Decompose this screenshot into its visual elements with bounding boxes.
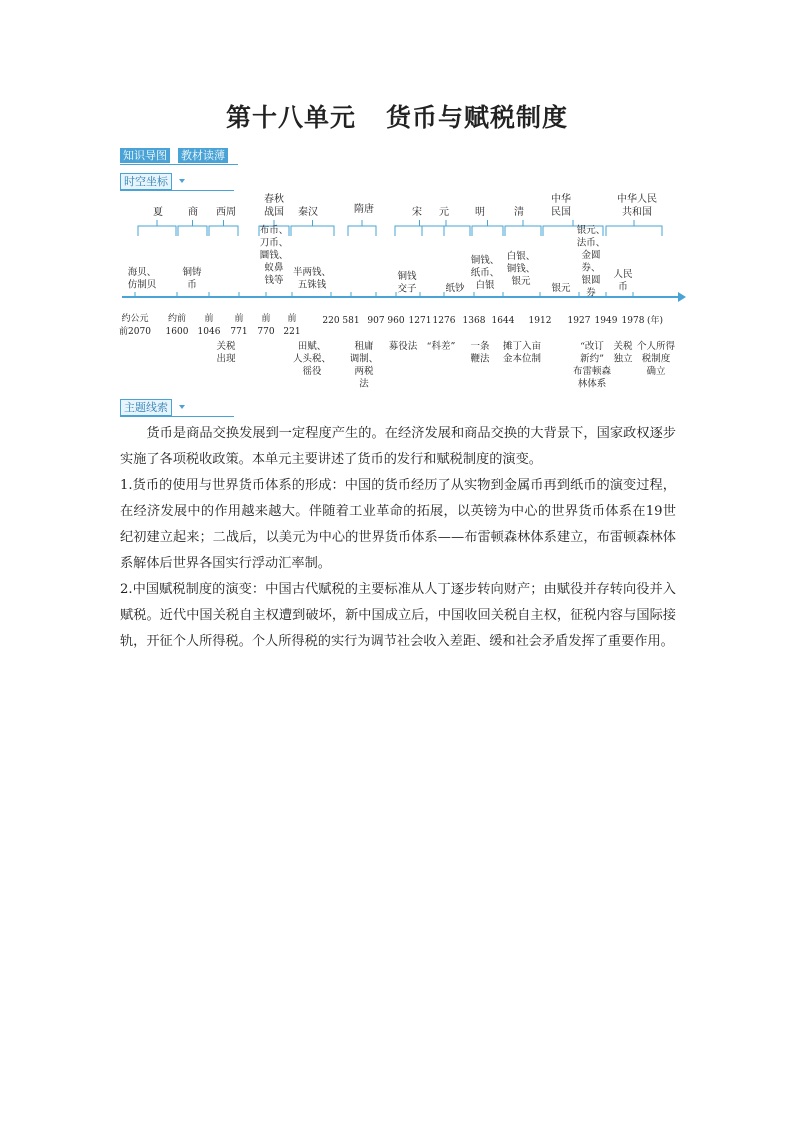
date-label-line: 581 xyxy=(342,316,360,326)
currency-label-line: 金圆 xyxy=(581,250,601,261)
dynasty-label-line: 中华 xyxy=(551,194,571,205)
date-label-line: 前 xyxy=(234,314,244,324)
date-label xyxy=(367,316,384,326)
date-label-line: 1046 xyxy=(197,327,221,337)
tax-policy-label-line: 确立 xyxy=(646,366,666,377)
period-bracket xyxy=(348,226,376,236)
tax-policy-label-line: 关税 xyxy=(613,341,633,352)
currency-label-line: 圜钱、 xyxy=(259,250,289,261)
tax-policy-label-line: 两税 xyxy=(354,366,374,377)
tax-policy-label xyxy=(389,340,418,352)
date-label-line: 1644 xyxy=(491,316,515,326)
tax-policy-label-line: 调制、 xyxy=(349,353,379,365)
currency-label-line: 布币、 xyxy=(259,225,289,236)
tax-policy-label xyxy=(573,340,612,390)
date-label xyxy=(198,312,221,337)
date-label-line: 1276 xyxy=(432,316,456,326)
timeline-diagram xyxy=(0,0,794,400)
currency-label xyxy=(471,254,500,291)
date-label-line: 约公元 xyxy=(121,314,149,324)
date-label xyxy=(647,314,663,326)
dynasty-label xyxy=(264,192,284,218)
date-label xyxy=(166,312,189,337)
currency-label-line: 仿制贝 xyxy=(127,279,157,291)
dynasty-label xyxy=(551,192,571,218)
title-unit: 第十八单元 xyxy=(225,103,356,132)
date-label-line: (年) xyxy=(646,316,664,326)
date-label-line: 1978 xyxy=(621,316,645,326)
currency-label-line: 半两钱、 xyxy=(292,267,332,278)
date-label-line: 1927 xyxy=(567,316,591,326)
theme-text xyxy=(120,421,676,655)
date-label-line: 1949 xyxy=(594,316,618,326)
tax-policy-label-line: 新约” xyxy=(580,353,604,365)
intro-paragraph: 货币是商品交换发展到一定程度产生的。在经济发展和商品交换的大背景下，国家政权逐步实施了各项税收政策。本单元主要讲述了货币的发行和赋税制度的演变。 xyxy=(120,426,676,467)
dynasty-label xyxy=(216,206,236,218)
tax-policy-label-line: 一条 xyxy=(470,341,490,352)
currency-label-line: 钱等 xyxy=(264,275,284,286)
date-label-line: 前 xyxy=(287,314,297,324)
tax-policy-label xyxy=(470,340,490,365)
currency-label xyxy=(507,250,536,287)
currency-label-line: 铜钱、 xyxy=(470,255,500,266)
date-label-line: 前 xyxy=(261,314,271,324)
date-label xyxy=(463,316,486,326)
date-label-line: 770 xyxy=(257,327,275,337)
period-bracket xyxy=(178,226,207,236)
currency-label-line: 五铢钱 xyxy=(297,279,327,291)
tag-spacetime: 时空坐标 xyxy=(120,173,172,190)
tax-policy-label-line: 鞭法 xyxy=(470,353,490,365)
dynasty-label xyxy=(475,206,485,218)
dynasty-label xyxy=(298,205,318,218)
dropdown-triangle-icon xyxy=(179,405,185,409)
dynasty-label-line: 民国 xyxy=(551,207,571,218)
dynasty-label xyxy=(188,205,198,218)
dynasty-label-line: 秦汉 xyxy=(298,207,318,218)
date-label xyxy=(595,316,618,326)
tax-policy-label-line: 出现 xyxy=(216,353,236,365)
date-label-line: 771 xyxy=(230,327,248,337)
currency-label xyxy=(260,224,289,286)
timeline-labels xyxy=(119,192,675,390)
tax-policy-label xyxy=(637,340,676,377)
currency-label-line: 币 xyxy=(187,279,197,291)
tax-policy-label-line: 租庸 xyxy=(354,341,374,352)
tax-policy-label xyxy=(503,340,542,365)
dynasty-label-line: 明 xyxy=(475,207,485,218)
date-label-line: 约前 xyxy=(167,314,187,324)
tax-policy-label-line: 法 xyxy=(359,378,369,390)
date-label xyxy=(230,312,247,337)
date-label xyxy=(257,312,274,337)
currency-label-line: 铜铸 xyxy=(182,267,202,278)
date-label xyxy=(387,316,404,326)
period-bracket xyxy=(138,226,176,236)
currency-label-line: 白银 xyxy=(475,280,495,291)
currency-label xyxy=(397,270,417,295)
currency-label-line: 人民 xyxy=(613,269,633,280)
dynasty-label xyxy=(514,205,524,218)
tax-policy-label-line: 金本位制 xyxy=(502,353,542,365)
dynasty-label-line: 隋唐 xyxy=(354,204,374,215)
currency-label-line: 铜钱、 xyxy=(506,263,536,275)
dynasty-label-line: 共和国 xyxy=(622,207,652,218)
tax-policy-label xyxy=(216,340,236,365)
currency-label-line: 币 xyxy=(618,281,628,293)
dynasty-label xyxy=(412,206,422,218)
date-label-line: 1271 xyxy=(408,316,432,326)
currency-label-line: 银元 xyxy=(551,283,571,294)
period-bracket xyxy=(472,226,503,236)
dynasty-label-line: 夏 xyxy=(153,207,163,218)
period-bracket xyxy=(209,226,238,236)
currency-label-line: 白银、 xyxy=(506,251,536,262)
date-label-line: 960 xyxy=(387,316,405,326)
dynasty-label xyxy=(153,206,163,218)
date-label-line: 907 xyxy=(367,316,385,326)
currency-label xyxy=(445,282,465,294)
currency-label-line: 银元 xyxy=(511,276,531,287)
currency-label xyxy=(128,266,157,291)
currency-label xyxy=(613,268,633,293)
date-label xyxy=(529,316,552,326)
tax-policy-label-line: 税制度 xyxy=(641,353,671,365)
dynasty-label-line: 宋 xyxy=(412,207,422,218)
tax-policy-label-line: 独立 xyxy=(613,353,633,365)
dynasty-label-line: 战国 xyxy=(264,207,284,218)
tax-policy-label-line: 募役法 xyxy=(388,341,418,352)
date-label xyxy=(492,316,515,326)
dynasty-label-line: 春秋 xyxy=(264,194,284,205)
date-label-line: 220 xyxy=(322,316,340,326)
period-bracket xyxy=(395,226,444,236)
dynasty-label-line: 西周 xyxy=(216,207,236,218)
dynasty-label xyxy=(354,202,374,215)
period-bracket xyxy=(505,226,541,236)
date-label-line: 前 xyxy=(204,314,214,324)
period-bracket xyxy=(606,226,662,236)
tag-textbook: 教材读薄 xyxy=(178,148,228,163)
tax-policy-label-line: 人头税、 xyxy=(292,353,332,365)
date-label xyxy=(568,316,591,326)
tax-policy-label-line: 关税 xyxy=(216,341,236,352)
tax-policy-label xyxy=(613,340,633,365)
tax-policy-label-line: “科差” xyxy=(426,341,456,352)
currency-label xyxy=(182,266,202,291)
dynasty-label xyxy=(439,206,449,218)
axis-arrow-icon xyxy=(678,292,686,302)
tax-policy-label-line: 徭役 xyxy=(302,366,322,377)
currency-label-line: 券 xyxy=(586,287,596,299)
date-label xyxy=(433,316,456,326)
tax-policy-label-line: 布雷顿森 xyxy=(572,366,612,377)
tax-policy-label xyxy=(427,340,456,352)
tax-policy-label-line: 田赋、 xyxy=(297,341,327,352)
currency-label xyxy=(577,224,606,299)
tax-policy-label-line: 林体系 xyxy=(577,378,607,390)
currency-label-line: 银元、 xyxy=(576,225,606,236)
date-label xyxy=(342,316,359,326)
date-label-line: 221 xyxy=(283,327,301,337)
date-label xyxy=(409,316,432,326)
tax-policy-label xyxy=(350,340,379,390)
currency-label-line: 券、 xyxy=(581,262,601,274)
currency-label-line: 纸钞 xyxy=(445,283,465,294)
point-2-paragraph: 2.中国赋税制度的演变：中国古代赋税的主要标准从人丁逐步转向财产；由赋役并存转向役并入赋税。近代中国关税自主权遭到破坏，新中国成立后，中国收回关税自主权，征税内容与国际接轨，开征个人所得税。个人所得税的实行为调节社会收入差距、缓和社会矛盾发挥了重要作用。 xyxy=(120,582,676,649)
period-bracket xyxy=(291,226,334,236)
dynasty-label-line: 元 xyxy=(439,207,449,218)
date-label-line: 前2070 xyxy=(119,327,151,337)
point-1-paragraph: 1.货币的使用与世界货币体系的形成：中国的货币经历了从实物到金属币再到纸币的演变过程，在经济发展中的作用越来越大。伴随着工业革命的拓展，以英镑为中心的世界货币体系在19世纪初建立起来；二战后，以美元为中心的世界货币体系——布雷顿森林体系建立，布雷顿森林体系解体后世界各国实行浮动汇率制。 xyxy=(120,478,676,571)
currency-label-line: 蚁鼻 xyxy=(264,262,284,274)
currency-label xyxy=(551,282,571,294)
date-label xyxy=(283,312,300,337)
currency-label-line: 法币、 xyxy=(576,237,606,249)
tax-policy-label xyxy=(293,340,331,377)
tag-theme: 主题线索 xyxy=(120,399,172,416)
dynasty-label xyxy=(617,192,657,218)
tax-policy-label-line: “改订 xyxy=(580,341,604,352)
currency-label-line: 海贝、 xyxy=(127,267,157,278)
tax-policy-label-line: 摊丁入亩 xyxy=(502,341,542,352)
date-label xyxy=(322,316,339,326)
tag-knowledge-map: 知识导图 xyxy=(120,148,170,163)
date-label xyxy=(622,316,645,326)
currency-label xyxy=(293,266,331,291)
dynasty-label-line: 中华人民 xyxy=(617,194,657,205)
currency-label-line: 交子 xyxy=(397,283,417,295)
date-label-line: 1600 xyxy=(165,327,189,337)
tax-policy-label-line: 个人所得 xyxy=(636,341,676,352)
dynasty-label-line: 商 xyxy=(188,207,198,218)
title-topic: 货币与赋税制度 xyxy=(386,103,569,132)
period-bracket xyxy=(422,226,470,236)
currency-label-line: 银圆 xyxy=(581,275,601,286)
currency-label-line: 铜钱 xyxy=(397,271,417,282)
currency-label-line: 纸币、 xyxy=(470,267,500,279)
date-label-line: 1912 xyxy=(528,316,552,326)
date-label xyxy=(119,312,151,337)
currency-label-line: 刀币、 xyxy=(259,237,289,249)
tag-underline xyxy=(120,416,234,417)
dynasty-label-line: 清 xyxy=(514,207,524,218)
date-label-line: 1368 xyxy=(462,316,486,326)
